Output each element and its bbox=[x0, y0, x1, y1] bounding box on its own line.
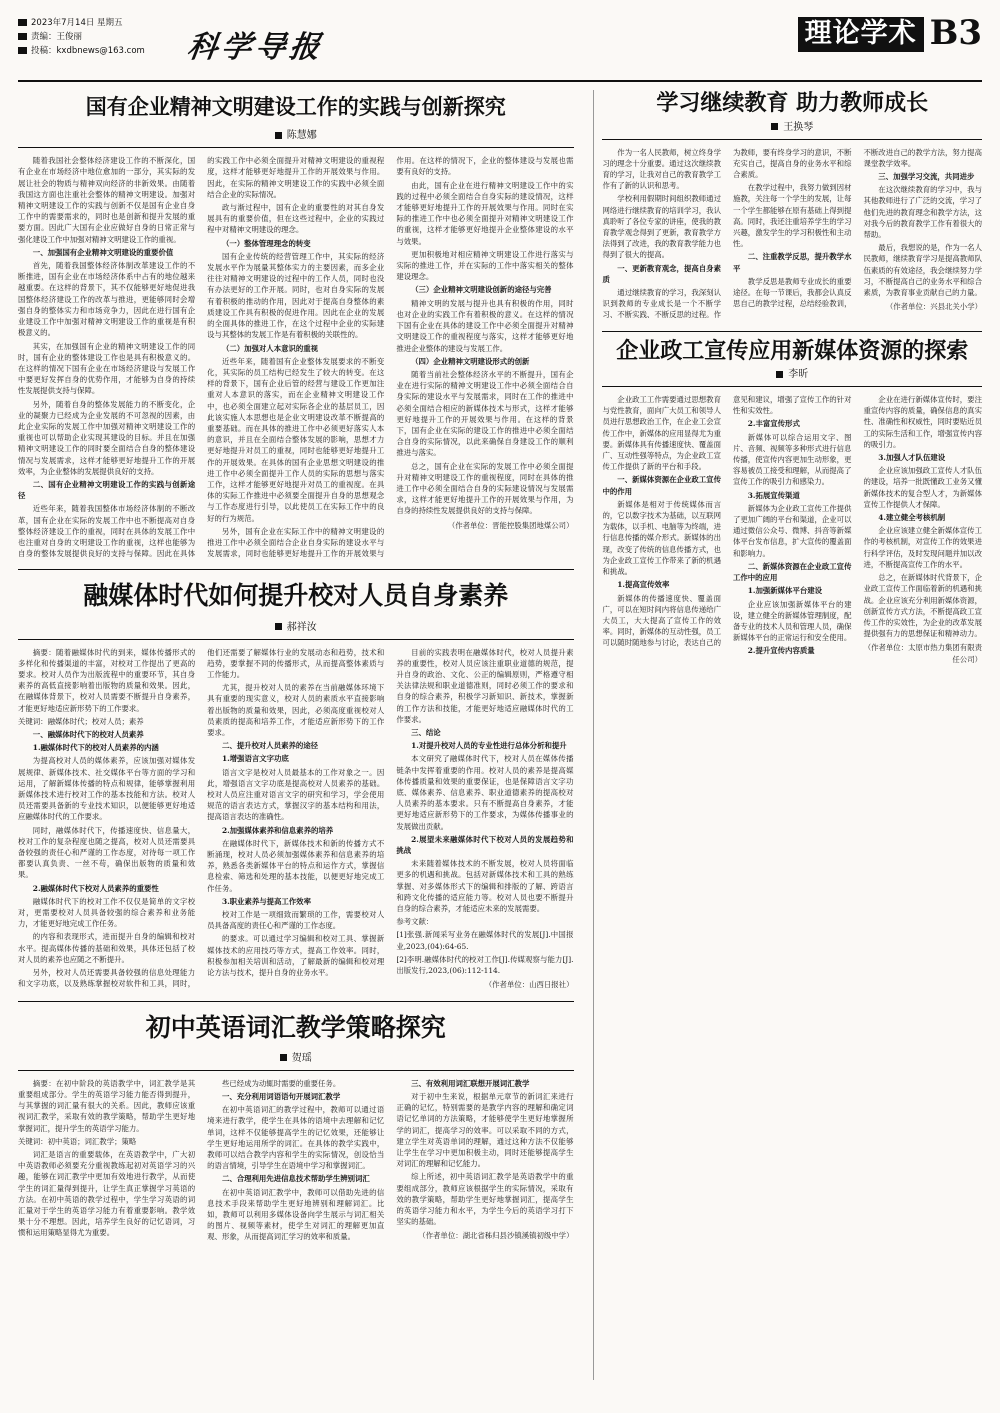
paragraph: 校对工作是一项细致而繁琐的工作，需要校对人员具备高度的责任心和严谨的工作态度。 bbox=[207, 910, 385, 931]
left-column-group bbox=[18, 90, 584, 1380]
article-byline: 贺瑶 bbox=[18, 1049, 574, 1064]
paragraph: 在初中英语词汇的教学过程中，教师可以通过语境来进行教学，使学生在具体的语境中去理解和记忆单词，这样不仅能够提高学生的记忆效果，还能够让学生更好地运用所学的词汇。在具体的教学实践中，教师可以结合教学内容和学生的实际情况，创设恰当的语言情境，引导学生在语境中学习和掌握词汇。 bbox=[207, 1105, 385, 1171]
article-body bbox=[602, 394, 982, 665]
bullet-icon bbox=[18, 19, 27, 26]
paragraph: 为提高校对人员的媒体素养，应该加强对媒体发展规律、新媒体技术、社交媒体平台等方面的学习和运用，了解新媒体传播的特点和规律，能够掌握利用新媒体技术进行校对工作的基本技能和方法。校对人员还需要具备新的专业技术知识，以便能够更好地适应融媒体时代的工作要求。 bbox=[18, 756, 196, 822]
article-title: 融媒体时代如何提升校对人员自身素养 bbox=[83, 581, 509, 611]
paragraph: 的要求。可以通过学习编辑和校对工具、掌握新媒体技术的应用技巧等方式，提高工作效率。同时，积极参加相关培训和活动，了解最新的编辑和校对理论方法与技术，提升自身的业务水平。 bbox=[207, 934, 385, 978]
article-title: 国有企业精神文明建设工作的实践与创新探究 bbox=[85, 94, 506, 119]
paragraph-heading: 一、融媒体时代下的校对人员素养 bbox=[32, 730, 144, 740]
article-signature: （作者单位：兴县北关小学） bbox=[885, 302, 982, 312]
divider bbox=[18, 639, 574, 640]
paragraph: 未来随着媒体技术的不断发展，校对人员将面临更多的机遇和挑战。包括对新媒体技术和工具的熟练掌握、对多媒体形式下的编辑和排版的了解、跨语言和跨文化传播的适应能力等。校对人员也要不断提升自身的综合素养，才能适应未来的发展需要。 bbox=[396, 859, 574, 914]
paragraph-heading: 3.加强人才队伍建设 bbox=[878, 453, 946, 463]
paragraph: 作为一名人民教师，树立终身学习的理念十分重要。通过这次继续教育的学习，让我对自己的教育教学工作有了新的认识和思考。 bbox=[602, 147, 721, 191]
article-title: 初中英语词汇教学策略探究 bbox=[145, 1012, 446, 1042]
section-label: 理论学术 bbox=[798, 17, 924, 52]
article-continuing-education bbox=[602, 90, 982, 321]
paragraph: 另外，随着自身的整体发展能力的不断变化，企业的凝聚力已经成为企业发展的不可忽视的因素，由此企业实际的发展工作中加强对精神文明建设工作的重视也可以帮助企业实现其建设的目标。并且在加强精神文明建设工作的同时要全面结合自身的整体建设情况与发展需求，这样才能够更好地提升工作的开展效率，为企业整体的发展提供良好的支持。 bbox=[18, 399, 196, 476]
paragraph-heading: 二、新媒体资源在企业政工宣传工作中的应用 bbox=[732, 561, 852, 583]
paragraph: 新媒体为企业政工宣传工作提供了更加广阔的平台和渠道，企业可以通过微信公众号、微博、抖音等新媒体平台发布信息，扩大宣传的覆盖面和影响力。 bbox=[732, 503, 852, 558]
divider bbox=[18, 1070, 574, 1071]
divider bbox=[18, 147, 574, 148]
article-new-media-publicity bbox=[602, 338, 982, 665]
divider bbox=[18, 1001, 574, 1002]
paragraph: 新媒体是相对于传统媒体而言的，它以数字技术为基础，以互联网为载体，以手机、电脑等为终端，进行信息传播的媒介形式。新媒体的出现，改变了传统的信息传播方式，也为企业政工宣传工作带来了新的机遇和挑战。 bbox=[602, 499, 721, 577]
paragraph-heading: 2.加强媒体素养和信息素养的培养 bbox=[221, 825, 334, 835]
paragraph: 近些年来，随着国有企业整体发展要求的不断变化，其实际的员工结构已经发生了较大的转变。在这样的背景下，国有企业后管的经营与建设工作更加注重对人本意识的落实，而在企业精神文明建设工作中，也必须全面建立起对实际各企业的基层员工，因此该实施人本思想也是企业文明建设改革不断提高的重要基础。而在具体的推进工作中必须更好落实人本的意识，并且在全面结合整体发展的影响，思想才力更好地提升对员工的重视，同时也能够更好地提升工作的开展效果。在具体的国有企业思想文明建设的推进工作中必须全面提升工作人员的实际的思想与落实工作，这样才能够更好地提升对员工的重视度。在具体的实际工作推进中必须要全面提升自身的思想观念与工作态度进行引导，以此使员工在实际工作中的良好的行为规范。 bbox=[207, 356, 385, 523]
square-icon bbox=[771, 123, 778, 130]
paragraph-heading: 3.职业素养与提高工作效率 bbox=[221, 896, 311, 906]
paragraph: 国有企业传统的经营管理工作中，其实际的经济发展水平作为展量其整体实力的主要因素，而多企业往往对精神文明建设的过程中的工作人员，同时也没有办法更好的工作开展。同时，也对自身实际的发展有着积极的推动的作用，因此对于提高自身整体的素质建设工作具有积极的促进作用。因此在企业的发展的全面具体的推进工作，在这个过程中企业的实际建设与其整体的发展工作是有着积极的关联性的。 bbox=[207, 251, 385, 340]
paragraph: 企业应该加强政工宣传人才队伍的建设，培养一批既懂政工业务又懂新媒体技术的复合型人才，为新媒体宣传工作提供人才保障。 bbox=[863, 466, 982, 509]
abstract: 摘要：随着融媒体时代的到来，媒体传播形式的多样化和传播渠道的丰富，对校对工作提出了更高的要求。校对人员作为出版流程中的重要环节，其自身素养的高低直接影响着出版物的质量和效果。因此，在融媒体背景下，校对人员需要不断提升自身素养，才能更好地适应新形势下的工作要求。 bbox=[18, 647, 196, 713]
paragraph: 新媒体的传播速度快、覆盖面广，可以在短时间内将信息传递给广大员工，大大提高了宣传工作的效率。同时，新媒体的互动性强，员工可以随时随地参与讨论，表达自己的意见和建议，增强了宣传工作的针对性和实效性。 bbox=[602, 395, 852, 648]
paragraph: 在这次继续教育的学习中，我与其他教师进行了广泛的交流，学习了他们先进的教育理念和教学方法，这对我今后的教育教学工作有着很大的帮助。 bbox=[863, 185, 982, 239]
paragraph: 由此，国有企业在进行精神文明建设工作中的实践的过程中必须全面结合自身实际的建设情况，这样才能够更好地提升工作的开展效果与作用。同时在实际的推进工作中也必须全面提升对精神文明建设工作的重视，这样才能够更好地提升企业整体建设的水平与效果。 bbox=[396, 180, 574, 246]
paragraph-heading: 3.拓展宣传渠道 bbox=[747, 490, 800, 500]
keywords: 关键词：融媒体时代；校对人员；素养 bbox=[18, 716, 144, 726]
article-title: 企业政工宣传应用新媒体资源的探索 bbox=[616, 337, 969, 364]
paragraph-heading: （三）企业精神文明建设创新的途径与完善 bbox=[411, 285, 552, 295]
paragraph: 同时，融媒体时代下，传播速度快、信息量大，校对工作的复杂程度也随之提高，校对人员还需要具备较强的责任心和严谨的工作态度，对待每一项工作都要认真负责、一丝不苟，确保出版物的质量和效果。 bbox=[18, 825, 196, 880]
paragraph: 总之，在新媒体时代背景下，企业政工宣传工作面临着新的机遇和挑战。企业应该充分利用新媒体资源，创新宣传方式方法，不断提高政工宣传工作的实效性，为企业的改革发展提供强有力的思想保证和精神动力。 bbox=[863, 573, 982, 639]
article-english-vocabulary bbox=[18, 1012, 574, 1243]
paragraph: 总之，国有企业在实际的发展工作中必须全面提升对精神文明建设工作的重视程度，同时在具体的推进工作中必须全面结合自身的实际建设情况与发展需求，这样才能更好地提升工作的开展效果与作用，为自身的持续性发展提供良好的支持与保障。 bbox=[396, 461, 574, 516]
paragraph-heading: 1.提高宣传效率 bbox=[617, 580, 670, 590]
paragraph: 语言文字是校对人员最基本的工作对象之一。因此，增强语言文字功底是提高校对人员素养的基础。校对人员应注重对语言文字的研究和学习，学会使用规范的语言表达方式，掌握汉字的基本结构和用法，提高语言表达的准确性。 bbox=[207, 767, 385, 822]
article-state-enterprise bbox=[18, 94, 574, 559]
square-icon bbox=[776, 371, 783, 378]
divider bbox=[18, 569, 574, 570]
paragraph: 其实，在加强国有企业的精神文明建设工作的同时，国有企业的整体建设工作也是具有积极意义的。在这样的情况下国有企业在市场经济建设与发展工作中要更好发挥自身的优势作用，才能够为自身的持续性发展提供支持与保障。 bbox=[18, 341, 196, 396]
paragraph: 在融媒体时代下，新媒体技术和新的传播方式不断涌现，校对人员必须加强媒体素养和信息素养的培养，熟悉各类新媒体平台的特点和运作方式，掌握信息检索、筛选和处理的基本技能，以便更好地完成工作任务。 bbox=[207, 838, 385, 893]
article-body bbox=[602, 147, 982, 321]
paragraph: 随着我国社会整体经济建设工作的不断深化，国有企业在市场经济中地位愈加的一部分，其实际的发展让社会的物质与精神双向经济的非新效果。由随着我国这方面也注重社会整体的精神文明建设。加强对精神文明建设工作的实践与创新不仅是国有企业自身工作中的需要需求的，同时也是创新和提升发展的重要方面。因此广大国有企业应做好自身的日常正常与强化建设工作中加强对精神文明建设工作的重视。 bbox=[18, 156, 196, 244]
paragraph-heading: （一）整体管理理念的转变 bbox=[221, 238, 311, 248]
paragraph-heading: 1.对提升校对人员的专业性进行总体分析和提升 bbox=[411, 741, 567, 751]
paragraph: 企业在进行新媒体宣传时，要注重宣传内容的质量，确保信息的真实性、准确性和权威性，同时要贴近员工的实际生活和工作，增强宣传内容的吸引力。 bbox=[863, 395, 982, 449]
square-icon bbox=[275, 623, 282, 630]
paragraph: 通过继续教育的学习，我深刻认识到教师的专业成长是一个不断学习、不断实践、不断反思的过程。作为教师，要有终身学习的意识，不断充实自己，提高自身的业务水平和综合素质。 bbox=[602, 147, 852, 320]
article-body bbox=[18, 647, 574, 991]
paragraph: 企业应该加强新媒体平台的建设，建立健全的新媒体管理制度，配备专业的技术人员和管理人员，确保新媒体平台的正常运行和安全使用。 bbox=[732, 599, 852, 643]
paragraph: 更加积极地对相应精神文明建设工作进行落实与实际的推进工作，并在实际的工作中落实相关的整体建设理念。 bbox=[396, 249, 574, 282]
article-body bbox=[18, 1078, 574, 1243]
paragraph: 精神文明的发展与提升也具有积极的作用，同时也对企业的实践工作有着积极的意义。在这样的情况下国有企业在具体的建设工作中必须全面提升对精神文明建设工作的重视程度与落实，这样才能够更好地推进企业整体的建设与发展工作。 bbox=[396, 298, 574, 353]
paragraph: 政与渐过程中，国有企业的重要性的对其自身发展具有的重要价值，但在这些过程中，企业的实践过程中对精神文明建设的理念。 bbox=[207, 203, 385, 235]
divider bbox=[602, 386, 982, 387]
editor-line: 责编：王俊丽 bbox=[18, 30, 218, 44]
paragraph: 学校利用假期时间组织教师通过网络进行继续教育的培训学习，我认真聆听了各位专家的讲座，使我的教育教学观念得到了更新，教育教学方法得到了改进，我的教育教学能力也得到了很大的提高。 bbox=[602, 194, 721, 260]
paragraph: 近些年来，随着我国整体市场经济体制的不断改革，国有企业在实际的发展工作中也不断提高对自身整体经济建设工作的重视，同时在具体的发展工作中也注重对自身的文明建设工作的重视，这样也能够为自身的整体发展提供良好的支持与保障。因此在具体的实践工作中必须全面提升对精神文明建设的重视程度，这样才能够更好地提升工作的开展效果与作用。因此，在实际的精神文明建设工作的实践中必须全面结合企业的实际情况。 bbox=[18, 156, 385, 559]
article-byline: 郝祥汝 bbox=[18, 618, 574, 633]
paragraph: 词汇是语言的重要载体，在英语教学中，广大初中英语教师必须要充分重视教练起初对英语学习的兴趣，能够在词汇教学中更加有效地进行教学，从而使学生的词汇量得到提升，让学生真正掌握学习英语的方法。在初中英语的教学过程中，学生学习英语的词汇量对于学生的英语学习能力有着重要影响。教学效果十分不理想。因此，培养学生良好的记忆语词，习惯和运用策略显得尤为重要。 bbox=[18, 1149, 196, 1238]
abstract: 摘要：在初中阶段的英语教学中，词汇教学是其重要组成部分。学生的英语学习能力能否得到提升，与其掌握的词汇量有很大的关系。因此，教师应该重视词汇教学，采取有效的教学策略，帮助学生更好地掌握词汇，提升学生的英语学习能力。 bbox=[18, 1078, 196, 1133]
article-body bbox=[18, 155, 574, 559]
square-icon bbox=[275, 132, 282, 139]
keywords: 关键词：初中英语；词汇教学；策略 bbox=[18, 1136, 137, 1146]
article-signature: （作者单位：太原市热力集团有限责任公司） bbox=[863, 643, 982, 664]
article-signature: （作者单位：山西日报社） bbox=[484, 980, 574, 990]
paragraph: 首先，随着我国整体经济体制改革建设工作的不断推进，国有企业在市场经济体系中占有的地位越来越重要。在这样的背景下，其不仅能够更好地促进我国整体经济建设工作的改革与推进，更能够同时会增强自身的整体实力和市场竞争力，因此在进行国有企业建设工作中加强对精神文明建设工作的重视是有积极意义的。 bbox=[18, 261, 196, 338]
paragraph-heading: 2.丰富宣传形式 bbox=[747, 419, 800, 429]
paragraph-heading: 三、有效利用词汇联想开展词汇教学 bbox=[411, 1078, 530, 1088]
bullet-icon bbox=[18, 33, 27, 40]
paragraph: 些已经成为动辄时需要的重要任务。 bbox=[221, 1078, 341, 1088]
paragraph: 的内容和表现形式，进而提升自身的编辑和校对水平。提高媒体传播的基础和效果，具体还包括了校对人员的素养也应随之不断提升。 bbox=[18, 932, 196, 964]
paragraph: 融媒体时代下的校对工作不仅仅是简单的文字校对，更需要校对人员具备较强的综合素养和业务能力，才能更好地完成工作任务。 bbox=[18, 896, 196, 929]
paragraph-heading: 二、国有企业精神文明建设工作的实践与创新途径 bbox=[18, 479, 196, 501]
paragraph: 教学反思是教师专业成长的重要途径。在每一节课后，我都会认真反思自己的教学过程，总结经验教训，不断改进自己的教学方法，努力提高课堂教学效率。 bbox=[732, 147, 982, 309]
paragraph-heading: 2.展望未来融媒体时代下校对人员的发展趋势和挑战 bbox=[396, 834, 574, 856]
paragraph-heading: 三、结论 bbox=[411, 728, 441, 738]
column-divider bbox=[593, 90, 594, 1380]
paragraph: 另外，校对人员还需要具备较强的信息处理能力和文字功底，以及熟练掌握校对软件和工具，同时，他们还需要了解媒体行业的发展动态和趋势，技术和趋势，要掌握不同的传播形式，从而提高整体素质与工作能力。 bbox=[18, 647, 385, 989]
paragraph: 另外，国有企业在实际工作中的精神文明建设的推进工作中必须全面结合企业自身实际的建设水平与发展需求，同时也能够更好地提升工作的开展效果与作用。在这样的情况下，企业的整体建设与发展也需要有良好的支持。 bbox=[207, 156, 574, 559]
page-content bbox=[18, 90, 982, 1380]
bullet-icon bbox=[18, 47, 27, 54]
paragraph-heading: 2.提升宣传内容质量 bbox=[747, 646, 815, 656]
paragraph: 在初中英语词汇教学中，教师可以借助先进的信息技术手段来帮助学生更好地辨别和理解词汇。比如，教师可以利用多媒体设备向学生展示与词汇相关的图片、视频等素材，使学生对词汇的理解更加直观、形象，从而提高词汇学习的效率和质量。 bbox=[207, 1187, 385, 1242]
paragraph-heading: 1.融媒体时代下的校对人员素养的内涵 bbox=[32, 743, 159, 753]
paragraph: 本文研究了融媒体时代下，校对人员在媒体传播链条中发挥着重要的作用。校对人员的素养是提高媒体传播质量和效果的重要保证，也是保障语言文字功底、媒体素养、信息素养、职业道德素养的提高校对人员素养的基本要求。只有不断提高自身素养，才能更好地适应新形势下的工作要求，为媒体传播事业的发展做出贡献。 bbox=[396, 754, 574, 831]
paragraph: 企业政工工作需要通过思想教育与党性教育，面向广大员工和领导人员进行思想政治工作，在企业工会宣传工作中，新媒体的应用显得尤为重要。新媒体具有传播速度快、覆盖面广、互动性强等特点，为企业政工宣传工作提供了新的平台和手段。 bbox=[602, 395, 721, 472]
paragraph-heading: 二、注重教学反思，提升教学水平 bbox=[732, 252, 852, 273]
paragraph: 对于初中生来说，根据单元章节的新词汇来进行正确的记忆，特别需要的是教学内容的理解和确定词语记忆单词的方法策略，才能够使学生更好地掌握所学的词汇，提高学习的效率。可以采取不同的方式，建立学生对英语单词的理解，通过这种方法不仅能够让学生在学习中更加积极主动，同时还能够提高学生对词汇的理解和记忆能力。 bbox=[396, 1091, 574, 1169]
paragraph-heading: 一、更新教育观念，提高自身素质 bbox=[602, 263, 721, 284]
right-column-group bbox=[602, 90, 982, 1380]
paragraph-heading: （二）加强对人本意识的重视 bbox=[221, 343, 319, 353]
paragraph: 在教学过程中，我努力做到因材施教，关注每一个学生的发展，让每一个学生都能够在原有基础上得到提高。同时，我还注重培养学生的学习兴趣，激发学生的学习积极性和主动性。 bbox=[732, 183, 852, 249]
paragraph: 新媒体可以综合运用文字、图片、音频、视频等多种形式进行信息传播，使宣传内容更加生动形象，更容易被员工接受和理解，从而提高了宣传工作的吸引力和感染力。 bbox=[732, 432, 852, 487]
article-media-proofreader bbox=[18, 580, 574, 990]
paragraph: 最后，我想说的是，作为一名人民教师，继续教育学习是提高教师队伍素质的有效途径，我会继续努力学习，不断提高自己的业务水平和综合素质，为教育事业贡献自己的力量。 bbox=[863, 243, 982, 297]
paragraph-heading: 一、充分利用词语语句开展词汇教学 bbox=[221, 1091, 341, 1101]
divider bbox=[602, 139, 982, 140]
divider bbox=[602, 331, 982, 332]
section-badge bbox=[798, 13, 982, 53]
article-byline: 陈慧娜 bbox=[18, 126, 574, 141]
paper-title: 科学导报 bbox=[185, 30, 326, 65]
article-title: 学习继续教育 助力教师成长 bbox=[656, 90, 929, 116]
paragraph-heading: （四）企业精神文明建设形式的创新 bbox=[411, 356, 530, 366]
paragraph: 随着当前社会整体经济水平的不断提升，国有企业在进行实际的精神文明建设工作中必须全面结合自身实际的建设水平与发展需求，同时在工作的推进中必须全面结合相应的新媒体技术与形式，这样才能够更好地提升工作的开展效果与作用。在这样的背景下，国有企业在实际的建设工作的推进中必须全面结合自身的实际情况，以此来确保自身建设工作的顺利推进与落实。 bbox=[396, 369, 574, 458]
reference-item: [1]张强.新闻采写业务在融媒体时代的发展[J].中国报业,2023,(04):64-65. bbox=[396, 930, 574, 951]
paragraph-heading: 二、提升校对人员素养的途径 bbox=[221, 741, 319, 751]
paragraph-heading: 三、加强学习交流，共同进步 bbox=[878, 171, 975, 181]
paragraph-heading: 4.建立健全考核机制 bbox=[878, 513, 946, 523]
article-byline: 王换琴 bbox=[602, 118, 982, 133]
paragraph-heading: 一、新媒体资源在企业政工宣传中的作用 bbox=[602, 475, 721, 496]
page-number: B3 bbox=[929, 13, 982, 53]
submission-email: 投稿：kxdbnews@163.com bbox=[18, 44, 218, 58]
masthead bbox=[18, 14, 982, 82]
paragraph: 目前的实践表明在融媒体时代，校对人员提升素养的重要性，校对人员应该注重职业道德的规范，提升自身的政治、文化、公正的编辑原则，严格遵守相关法律法规和职业道德准则，同时必须工作的要求和自身的综合素养，积极学习新知识、新技术，掌握新的工作方法和技能，才能更好地适应融媒体时代的工作要求。 bbox=[396, 647, 574, 724]
paragraph-heading: 一、加强国有企业精神文明建设的重要价值 bbox=[32, 247, 174, 257]
paragraph: 企业应该建立健全新媒体宣传工作的考核机制，对宣传工作的效果进行科学评估，及时发现问题并加以改进，不断提高宣传工作的水平。 bbox=[863, 526, 982, 569]
article-signature: （作者单位：湖北省秭归县沙镇溪镇初级中学） bbox=[418, 1231, 574, 1241]
square-icon bbox=[280, 1054, 287, 1061]
paragraph-heading: 1.增强语言文字功底 bbox=[221, 754, 289, 764]
reference-item: [2]李明.融媒体时代的校对工作[J].传媒观察与能力[J].出版发行,2023,(06):112-114. bbox=[396, 954, 574, 976]
references-heading: 参考文献： bbox=[396, 917, 434, 927]
paragraph: 尤其，提升校对人员的素养在当前融媒体环境下具有重要的现实意义，校对人员的素质水平直接影响着出版物的质量和效果，因此，必须高度重视校对人员素质的提高和培养工作，才能适应新形势下的工作要求。 bbox=[207, 683, 385, 738]
paragraph-heading: 2.融媒体时代下校对人员素养的重要性 bbox=[32, 883, 159, 893]
article-byline: 李昕 bbox=[602, 365, 982, 380]
paragraph: 综上所述，初中英语词汇教学是英语教学中的重要组成部分，教师应该根据学生的实际情况，采取有效的教学策略，帮助学生更好地掌握词汇，提高学生的英语学习能力和水平，为学生今后的英语学习打下坚实的基础。 bbox=[396, 1172, 574, 1227]
paragraph-heading: 1.加强新媒体平台建设 bbox=[747, 586, 823, 596]
article-signature: （作者单位：晋能控股集团地煤公司） bbox=[447, 520, 574, 530]
paragraph-heading: 二、合理利用先进信息技术帮助学生辨别词汇 bbox=[221, 1174, 370, 1184]
publication-date: 2023年7月14日 星期五 bbox=[18, 16, 218, 30]
